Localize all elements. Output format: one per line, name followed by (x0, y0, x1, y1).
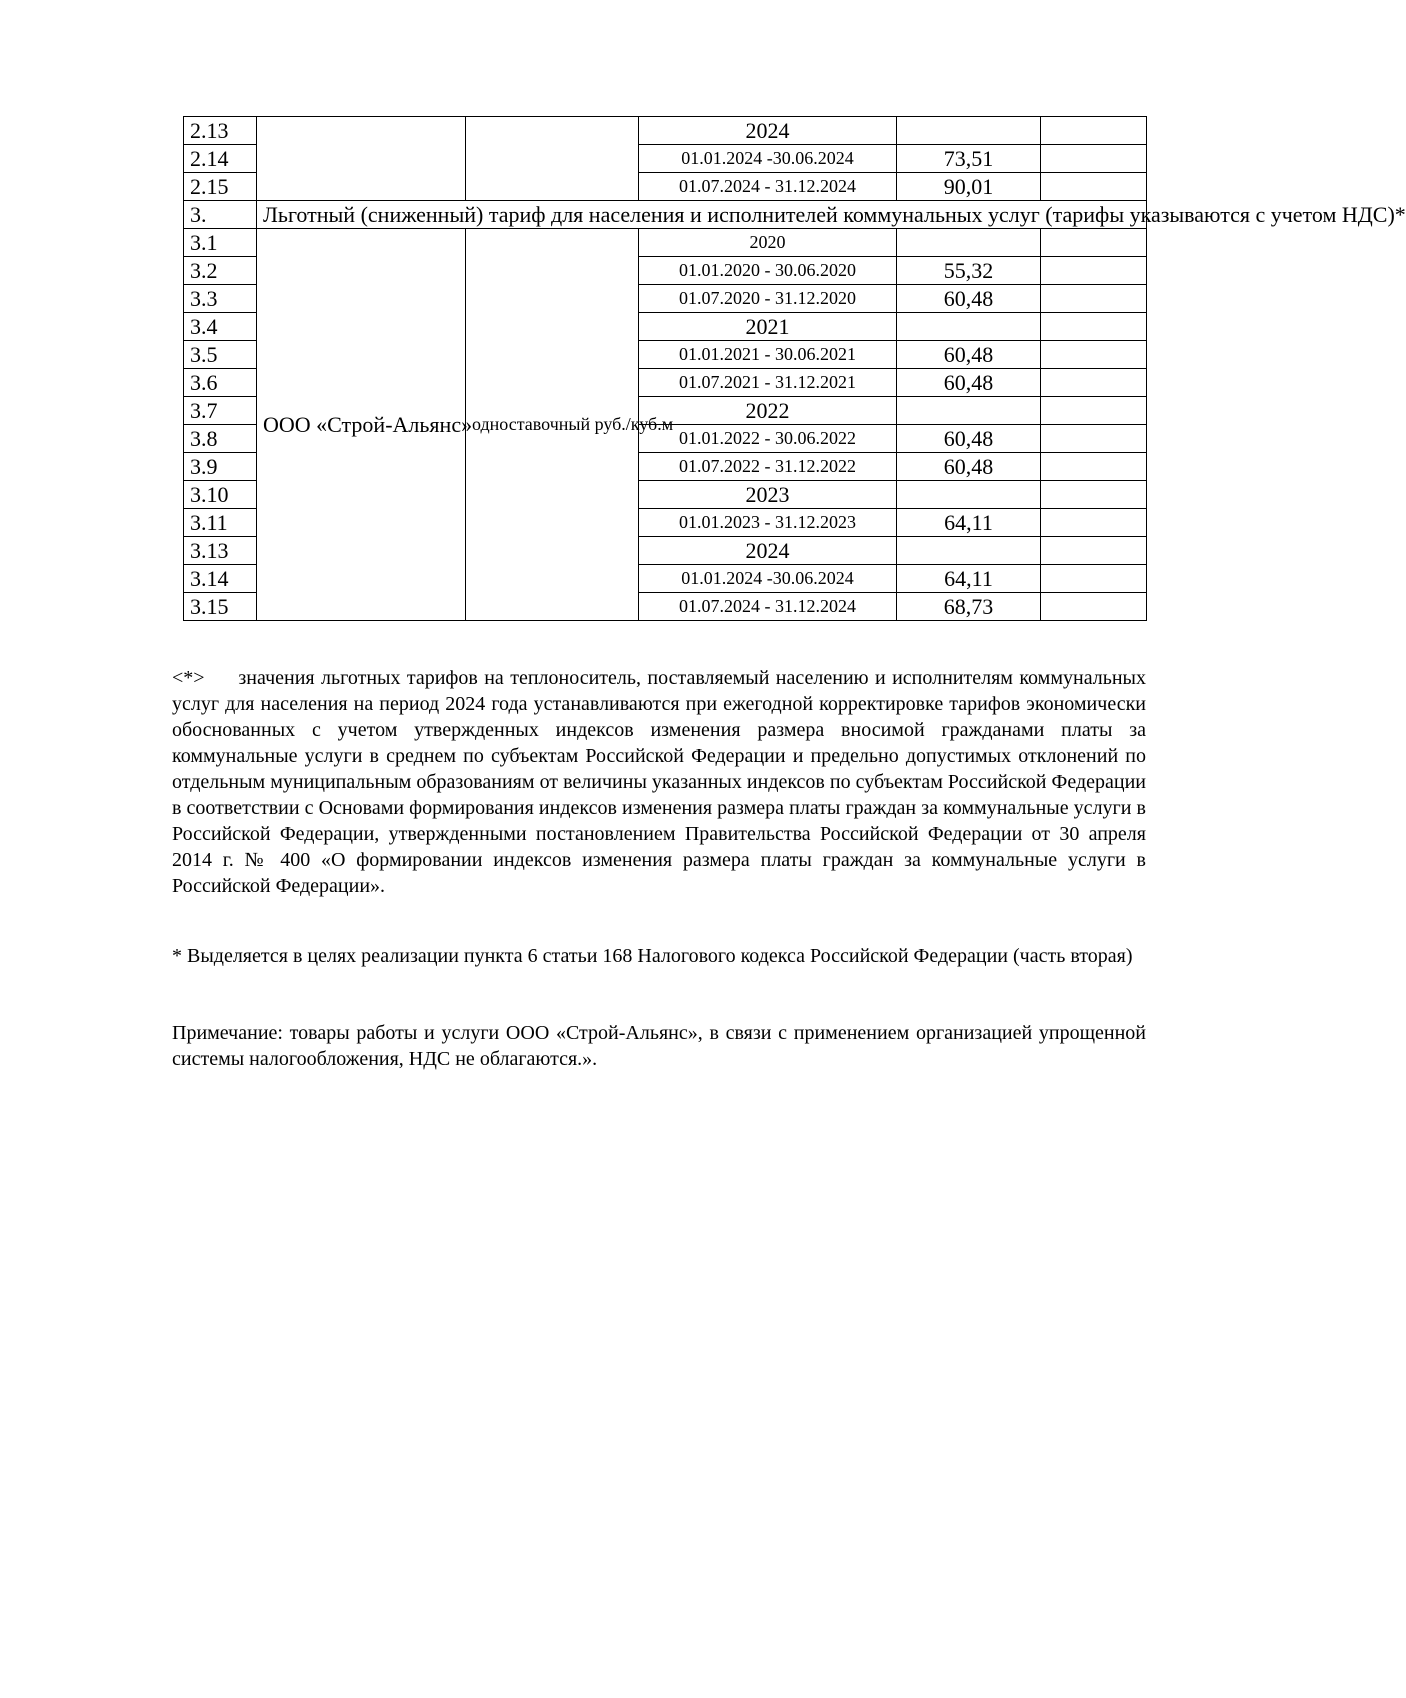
row-number: 3.6 (184, 369, 257, 397)
extra-cell (1041, 425, 1147, 453)
value-cell (897, 313, 1041, 341)
extra-cell (1041, 173, 1147, 201)
tariff-type: одноставочный руб./куб.м (466, 229, 639, 621)
extra-cell (1041, 537, 1147, 565)
value-cell (897, 537, 1041, 565)
row-number: 3.2 (184, 257, 257, 285)
row-number: 3.8 (184, 425, 257, 453)
footnote-text: значения льготных тарифов на теплоноситель, поставляемый населению и исполнителям коммунальных услуг для населения на период 2024 года устанавливаются при ежегодной корректировке тарифов экономически обоснованных с учетом утвержденных индексов изменения размера вносимой гражданами платы за коммунальные услуги в среднем по субъектам Российской Федерации и предельно допустимых отклонений по отдельным муниципальным образованиям от величины указанных индексов по субъектам Российской Федерации в соответствии с Основами формирования индексов изменения размера платы граждан за коммунальные услуги в Российской Федерации, утвержденными постановлением Правительства Российской Федерации от 30 апреля 2014 г. № 400 «О формировании индексов изменения размера платы граждан за коммунальные услуги в Российской Федерации». (172, 667, 1146, 897)
extra-cell (1041, 257, 1147, 285)
org-cell-empty (257, 117, 466, 201)
row-number: 3.10 (184, 481, 257, 509)
tariff-value: 68,73 (897, 593, 1041, 621)
extra-cell (1041, 565, 1147, 593)
tariff-value: 64,11 (897, 565, 1041, 593)
value-cell (897, 117, 1041, 145)
row-number: 3.1 (184, 229, 257, 257)
period-cell: 01.01.2023 - 31.12.2023 (639, 509, 897, 537)
row-number: 3.13 (184, 537, 257, 565)
value-cell (897, 229, 1041, 257)
row-number: 2.15 (184, 173, 257, 201)
period-cell: 01.07.2022 - 31.12.2022 (639, 453, 897, 481)
tariff-type-cell-empty (466, 117, 639, 201)
extra-cell (1041, 593, 1147, 621)
row-number: 3.9 (184, 453, 257, 481)
tariff-value: 55,32 (897, 257, 1041, 285)
period-cell: 01.01.2020 - 30.06.2020 (639, 257, 897, 285)
row-number: 3.4 (184, 313, 257, 341)
year-header: 2022 (639, 397, 897, 425)
row-number: 2.14 (184, 145, 257, 173)
tariff-value: 90,01 (897, 173, 1041, 201)
footnote-vat (172, 943, 1146, 969)
table-row (184, 229, 1147, 257)
tariff-value: 60,48 (897, 453, 1041, 481)
period-cell: 01.01.2022 - 30.06.2022 (639, 425, 897, 453)
footnote-preferential-tariffs (172, 665, 1146, 899)
period-cell: 01.01.2021 - 30.06.2021 (639, 341, 897, 369)
extra-cell (1041, 229, 1147, 257)
section-title: Льготный (сниженный) тариф для населения и исполнителей коммунальных услуг (тарифы указываются с учетом НДС)* (257, 201, 1147, 229)
extra-cell (1041, 509, 1147, 537)
row-number: 3.5 (184, 341, 257, 369)
extra-cell (1041, 397, 1147, 425)
year-header: 2021 (639, 313, 897, 341)
tariff-table (183, 116, 1406, 621)
row-number: 3.14 (184, 565, 257, 593)
period-cell: 01.01.2024 -30.06.2024 (639, 565, 897, 593)
tariff-value: 64,11 (897, 509, 1041, 537)
remark-text: Примечание: товары работы и услуги ООО «Строй-Альянс», в связи с применением организацией упрощенной системы налогообложения, НДС не облагаются.». (172, 1022, 1146, 1070)
tariff-value: 60,48 (897, 285, 1041, 313)
section-header-row (184, 201, 1147, 229)
period-cell: 01.07.2024 - 31.12.2024 (639, 593, 897, 621)
value-cell (897, 397, 1041, 425)
extra-cell (1041, 341, 1147, 369)
period-cell: 01.07.2020 - 31.12.2020 (639, 285, 897, 313)
tariff-value: 60,48 (897, 369, 1041, 397)
row-number: 2.13 (184, 117, 257, 145)
row-number: 3.7 (184, 397, 257, 425)
vat-note-text: * Выделяется в целях реализации пункта 6 статьи 168 Налогового кодекса Российской Федерации (часть вторая) (172, 945, 1133, 967)
year-header: 2024 (639, 537, 897, 565)
tariff-value: 73,51 (897, 145, 1041, 173)
year-header: 2024 (639, 117, 897, 145)
year-header: 2023 (639, 481, 897, 509)
row-number: 3.3 (184, 285, 257, 313)
row-number: 3.15 (184, 593, 257, 621)
extra-cell (1041, 285, 1147, 313)
footnote-marker: <*> (172, 667, 205, 689)
extra-cell (1041, 313, 1147, 341)
year-header: 2020 (639, 229, 897, 257)
organization-name: ООО «Строй-Альянс» (257, 229, 466, 621)
table-row (184, 117, 1147, 145)
row-number: 3.11 (184, 509, 257, 537)
value-cell (897, 481, 1041, 509)
extra-cell (1041, 369, 1147, 397)
extra-cell (1041, 453, 1147, 481)
section-number: 3. (184, 201, 257, 229)
period-cell: 01.07.2021 - 31.12.2021 (639, 369, 897, 397)
period-cell: 01.01.2024 -30.06.2024 (639, 145, 897, 173)
extra-cell (1041, 145, 1147, 173)
tariff-value: 60,48 (897, 341, 1041, 369)
extra-cell (1041, 481, 1147, 509)
period-cell: 01.07.2024 - 31.12.2024 (639, 173, 897, 201)
tariff-value: 60,48 (897, 425, 1041, 453)
extra-cell (1041, 117, 1147, 145)
remark (172, 1020, 1146, 1072)
